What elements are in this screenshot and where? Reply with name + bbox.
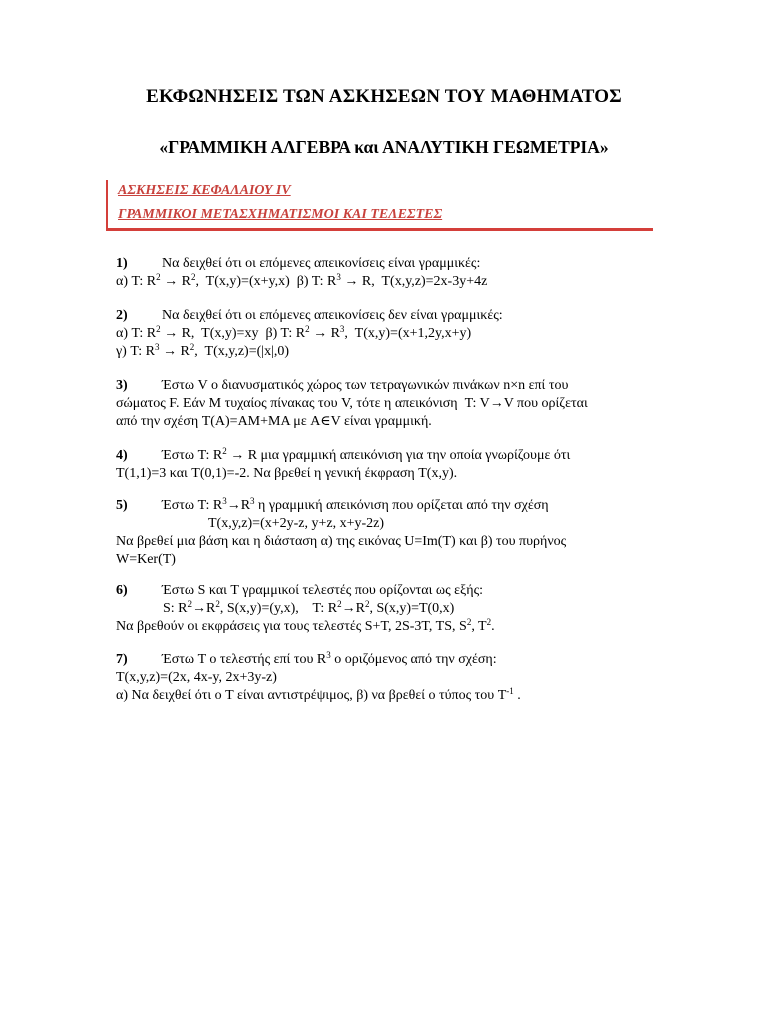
exercise-line	[116, 307, 656, 325]
chapter-subtitle: ΓΡΑΜΜΙΚΟΙ ΜΕΤΑΣΧΗΜΑΤΙΣΜΟΙ ΚΑΙ ΤΕΛΕΣΤΕΣ	[118, 207, 443, 222]
exercise-text: α) T: $R^2 \to R^2$, T(x,y)=(x+y,x) β) T: $R^3 \to R$, T(x,y,z)=2x-3y+4z	[116, 272, 488, 289]
exercise-line	[116, 533, 656, 551]
exercise-4	[116, 447, 656, 483]
exercise-text: T(1,1)=3 και T(0,1)=-2. Να βρεθεί η γενική έκφραση T(x,y).	[116, 466, 458, 481]
exercise-line	[116, 395, 656, 413]
exercise-6	[116, 582, 656, 636]
exercise-line	[116, 551, 656, 569]
exercise-line	[116, 413, 656, 431]
exercise-line	[116, 651, 656, 669]
exercise-line	[116, 377, 656, 395]
exercise-line	[116, 582, 656, 600]
exercise-2	[116, 307, 656, 361]
exercise-number: 7)	[116, 652, 128, 667]
exercise-text: Έστω V ο διανυσματικός χώρος των τετραγωνικών πινάκων n×n επί του	[162, 378, 569, 393]
exercise-line	[116, 618, 656, 636]
exercise-line	[116, 669, 656, 687]
exercise-text: T(x,y,z)=(2x, 4x-y, 2x+3y-z)	[116, 670, 277, 685]
exercise-number: 2)	[116, 308, 128, 323]
exercise-number: 1)	[116, 256, 128, 271]
exercise-text: Έστω T: $R^3\to R^3$ η γραμμική απεικόνιση που ορίζεται από την σχέση	[162, 496, 549, 513]
exercise-number: 3)	[116, 378, 128, 393]
exercise-text: Να βρεθούν οι εκφράσεις για τους τελεστές S+T, 2S-3T, TS, $S^2$, $T^2$.	[116, 617, 495, 634]
exercise-line	[116, 687, 656, 705]
exercise-line	[116, 497, 656, 515]
exercise-1	[116, 255, 656, 291]
page-title: ΕΚΦΩΝΗΣΕΙΣ ΤΩΝ ΑΣΚΗΣΕΩΝ ΤΟΥ ΜΑΘΗΜΑΤΟΣ	[146, 86, 622, 107]
exercise-text: Να δειχθεί ότι οι επόμενες απεικονίσεις είναι γραμμικές:	[162, 256, 481, 271]
exercise-line	[116, 255, 656, 273]
chapter-title: ΑΣΚΗΣΕΙΣ ΚΕΦΑΛΑΙΟΥ IV	[118, 183, 291, 198]
exercise-text: γ) T: $R^3 \to R^2$, T(x,y,z)=(|x|,0)	[116, 342, 290, 359]
exercise-text: Έστω S και T γραμμικοί τελεστές που ορίζονται ως εξής:	[162, 583, 484, 598]
exercise-line	[116, 273, 656, 291]
exercise-number: 5)	[116, 498, 128, 513]
exercise-text: α) Να δειχθεί ότι ο T είναι αντιστρέψιμος, β) να βρεθεί ο τύπος του $T^{-1}$ .	[116, 686, 521, 703]
exercise-number: 4)	[116, 448, 128, 463]
exercise-text: S: $R^2\to R^2$, S(x,y)=(y,x), T: $R^2\to R^2$, S(x,y)=T(0,x)	[163, 599, 455, 616]
exercise-line	[116, 465, 656, 483]
exercise-line	[116, 343, 656, 361]
exercise-line	[116, 515, 656, 533]
exercise-number: 6)	[116, 583, 128, 598]
exercise-text: W=Ker(T)	[116, 552, 176, 567]
exercise-text: Έστω T: $R^2 \to R$ μια γραμμική απεικόνιση για την οποία γνωρίζουμε ότι	[162, 446, 571, 463]
exercise-text: Να δειχθεί ότι οι επόμενες απεικονίσεις δεν είναι γραμμικές:	[162, 308, 503, 323]
exercise-line	[116, 447, 656, 465]
exercise-3	[116, 377, 656, 431]
exercise-line	[116, 600, 656, 618]
exercise-text: Να βρεθεί μια βάση και η διάσταση α) της εικόνας U=Im(T) και β) του πυρήνος	[116, 534, 567, 549]
exercise-5	[116, 497, 656, 569]
exercise-7	[116, 651, 656, 705]
exercise-text: σώματος F. Εάν M τυχαίος πίνακας του V, τότε η απεικόνιση T: V→V που ορίζεται	[116, 396, 588, 411]
exercise-line	[116, 325, 656, 343]
page-subtitle: «ΓΡΑΜΜΙΚΗ ΑΛΓΕΒΡΑ και ΑΝΑΛΥΤΙΚΗ ΓΕΩΜΕΤΡΙΑ»	[159, 137, 609, 157]
exercise-text: α) T: $R^2 \to R$, T(x,y)=xy β) T: $R^2 \to R^3$, T(x,y)=(x+1,2y,x+y)	[116, 324, 472, 341]
exercise-text: T(x,y,z)=(x+2y-z, y+z, x+y-2z)	[208, 516, 385, 531]
exercise-text: Έστω T ο τελεστής επί του $R^3$ ο οριζόμενος από την σχέση:	[162, 650, 497, 667]
exercise-text: από την σχέση T(A)=AM+MA με A∈V είναι γραμμική.	[116, 414, 432, 429]
chapter-heading-box	[106, 180, 653, 231]
